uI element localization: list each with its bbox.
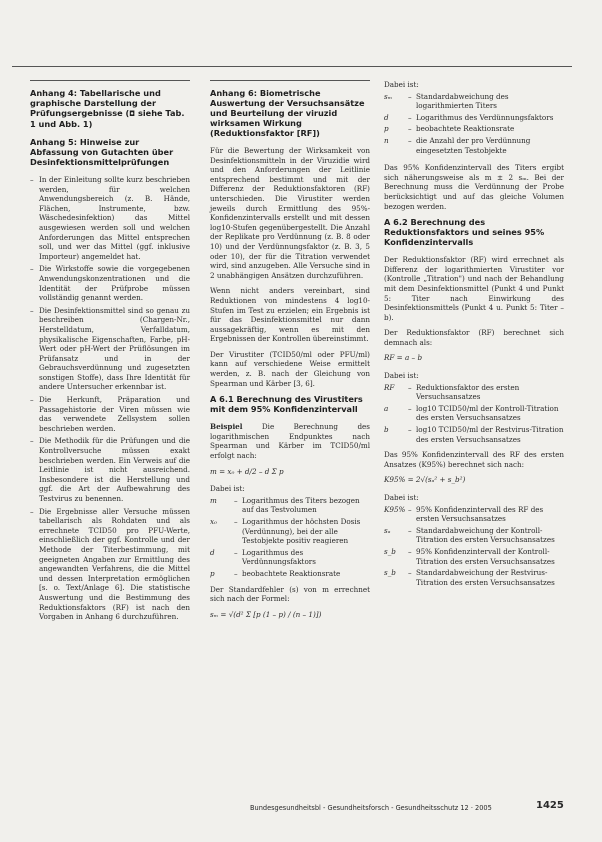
paragraph: Der Reduktionsfaktor (RF) berechnet sich demnach als: [384,328,564,347]
list-item: – Die Desinfektionsmittel sind so genau zu beschreiben (Chargen-Nr., Herstelldatum, Verfalldatum, physikalische Eigenschaften, Farbe, pH-Wert oder pH-Wert der Prüflösungen im Prüfansatz und in der Gebrauchsverdünnung und zugesetzten sonstigen Stoffe), dass Ihre Identität für andere Untersucher erkennbar ist. [30,306,190,392]
definition-label: Dabei ist: [384,371,419,381]
definition-row: b – log10 TCID50/ml der Restvirus-Titration des ersten Versuchsansatzes [384,425,564,444]
definition-label: Dabei ist: [210,484,245,494]
definition-row: p – beobachtete Reaktionsrate [384,124,515,134]
list-item: – Die Ergebnisse aller Versuche müssen tabellarisch als Rohdaten und als errechnete TCID50 pro PFU-Werte, einschließlich der ggf. Kontrolle und der Methode der Titerbestimmung, mit geeigneten Angaben zur Ermittlung des angewandten Verfahrens, die die Mittel und dessen Interpretation ermöglichen [s. o. Text/Anlage 6]. Die statistische Auswertung und die Bestimmung des Reduktionsfaktors (RF) ist nach den Vorgaben in Anhang 6 durchzuführen. [30,507,190,622]
list-item: – In der Einleitung sollte kurz beschrieben werden, für welchen Anwendungsbereich (z. B. Hände, Flächen, Instrumente, bzw. Wäschedesinfektion) das Mittel ausgewiesen werden soll und welchen Anforderungen das Mittel entsprechen soll, und wer das Mittel (ggf. inklusive Importeur) angemeldet hat. [30,175,190,261]
paragraph: Das 95% Konfidenzintervall des RF des ersten Ansatzes (K95%) berechnet sich nach: [384,450,564,469]
page-number: 1425 [536,800,564,811]
column-1 [30,88,190,625]
list-item: – Die Methodik für die Prüfungen und die Kontrollversuche müssen exakt beschrieben werden. Ein Verweis auf die Leitlinie ist nicht ausreichend. Insbesondere ist die Herstellung und ggf. die Art der Aufbewahrung des Testvirus zu benennen. [30,436,190,503]
definition-row: K95% – 95% Konfidenzintervall des RF des ersten Versuchsansatzes [384,504,544,524]
column-3 [384,76,564,589]
top-rule [12,66,572,67]
list-item: – Die Herkunft, Präparation und Passagehistorie der Viren müssen wie das verwendete Zellsystem sollen beschrieben werden. [30,395,190,433]
document-icon: ◘ [129,110,136,118]
paragraph: Beispiel Die Berechnung des logarithmischen Endpunktes nach Spearman und Kärber im TCID50/ml erfolgt nach: [210,422,370,461]
paragraph: Der Virustiter (TCID50/ml oder PFU/ml) kann auf verschiedene Weise ermittelt werden, z. B. nach der Gleichung von Spearman und Kärber [3, 6]. [210,349,370,388]
definition-row: s_b – 95% Konfidenzintervall der Kontroll-Titration des ersten Versuchsansatzes [384,546,555,566]
definition-row: sₘ – Standardabweichung des logarithmierten Titers [384,91,509,111]
column-rule-2 [210,80,370,81]
annex4-heading: Anhang 4: Tabellarische und graphische Darstellung der Prüfungsergebnisse (◘ siehe Tab. 1 und Abb. 1) [30,88,185,129]
annex5-heading: Anhang 5: Hinweise zur Abfassung von Gutachten über Desinfektionsmittelprüfungen [30,137,174,167]
definition-row: a – log10 TCID50/ml der Kontroll-Titration des ersten Versuchsansatzes [384,403,559,423]
paragraph: Wenn nicht anders vereinbart, sind Reduktionen von mindestens 4 log10-Stufen im Test zu erzielen; ein Ergebnis ist für das Desinfektionsmittel nur dann aussagekräftig, wenn es mit den Ergebnissen der Kontrollen übereinstimmt. [210,286,370,344]
paragraph: Das 95% Konfidenzintervall des Titers ergibt sich näherungsweise als m ± 2 sₘ. Bei der Berechnung muss die Verdünnung der Probe berücksichtigt und auf das gleiche Volumen bezogen werden. [384,163,564,211]
paragraph: Der Reduktionsfaktor (RF) wird errechnet als Differenz der logarithmierten Virustiter vor (Kontrolle „Titration") und nach der Behandlung mit dem Desinfektionsmittel (Punkt 4 und Punkt 5: Titer nach Einwirkung des Desinfektionsmittels (Punkt 4 u. Punkt 5: Titer – b). [384,255,564,322]
column-rule-1 [30,80,190,81]
definition-row: p – beobachtete Reaktionsrate [210,568,341,578]
column-2 [210,88,370,627]
paragraph: Für die Bewertung der Wirksamkeit von Desinfektionsmitteln in der Viruzidie wird und den Anforderungen der Leitlinie entsprechend bestimmt und mit der Differenz der Reduktionsfaktoren (RF) unterschieden. Die Virustiter werden jeweils durch Ermittlung des 95%-Konfidenzintervalls erstellt und mit dessen log10-Stufen gegenübergestellt. Die Anzahl der Replikate pro Verdünnung (z. B. 8 oder 10) und der Verdünnungsfaktor (z. B. 3, 5 oder 10), der für die Titration verwendet wird, sind anzugeben. Alle Versuche sind in 2 unabhängigen Ansätzen durchzuführen. [210,146,370,280]
section-6-2-heading: A 6.2 Berechnung des Reduktionsfaktors und seines 95% Konfidenzintervalls [384,217,545,248]
annex5-list [30,175,190,622]
section-6-1-heading: A 6.1 Berechnung des Virustiters mit dem 95% Konfidenzintervall [210,394,363,415]
definition-label: Dabei ist: [384,80,419,89]
definition-row: s_b – Standardabweichung der Restvirus-Titration des ersten Versuchsansatzes [384,568,555,587]
definition-row: d – Logarithmus des Verdünnungsfaktors [210,547,316,567]
annex6-heading: Anhang 6: Biometrische Auswertung der Versuchsansätze und Beurteilung der viruzid wirksamen Wirkung (Reduktionsfaktor [RF]) [210,88,365,138]
definition-label: Dabei ist: [384,493,419,502]
definition-row: sₐ – Standardabweichung der Kontroll-Titration des ersten Versuchsansatzes [384,525,555,545]
footer-journal: Bundesgesundheitsbl - Gesundheitsforsch - Gesundheitsschutz 12 · 2005 [250,804,492,812]
definition-row: n – die Anzahl der pro Verdünnung eingesetzten Testobjekte [384,135,531,155]
definition-row: RF – Reduktionsfaktor des ersten Versuchsansatzes [384,382,520,402]
list-item: – Die Wirkstoffe sowie die vorgegebenen Anwendungskonzentrationen und die Identität der Prüfprobe müssen vollständig genannt werden. [30,264,190,302]
definition-row: m – Logarithmus des Titers bezogen auf das Testvolumen [210,495,360,515]
formula-standard-error: sₘ = √(d² Σ [p (1 – p) / (n – 1)]) [210,609,322,619]
formula-titer: m = x₀ + d/2 – d Σ p [210,466,284,476]
formula-confidence: K95% = 2√(sₐ² + s_b²) [384,475,466,485]
definition-row: x₀ – Logarithmus der höchsten Dosis (Verdünnung), bei der alle Testobjekte positiv reagieren [210,517,361,546]
formula-rf: RF = a – b [384,353,423,363]
paragraph: Der Standardfehler (s) von m errechnet sich nach der Formel: [210,584,370,604]
definition-row: d – Logarithmus des Verdünnungsfaktors [384,112,554,122]
